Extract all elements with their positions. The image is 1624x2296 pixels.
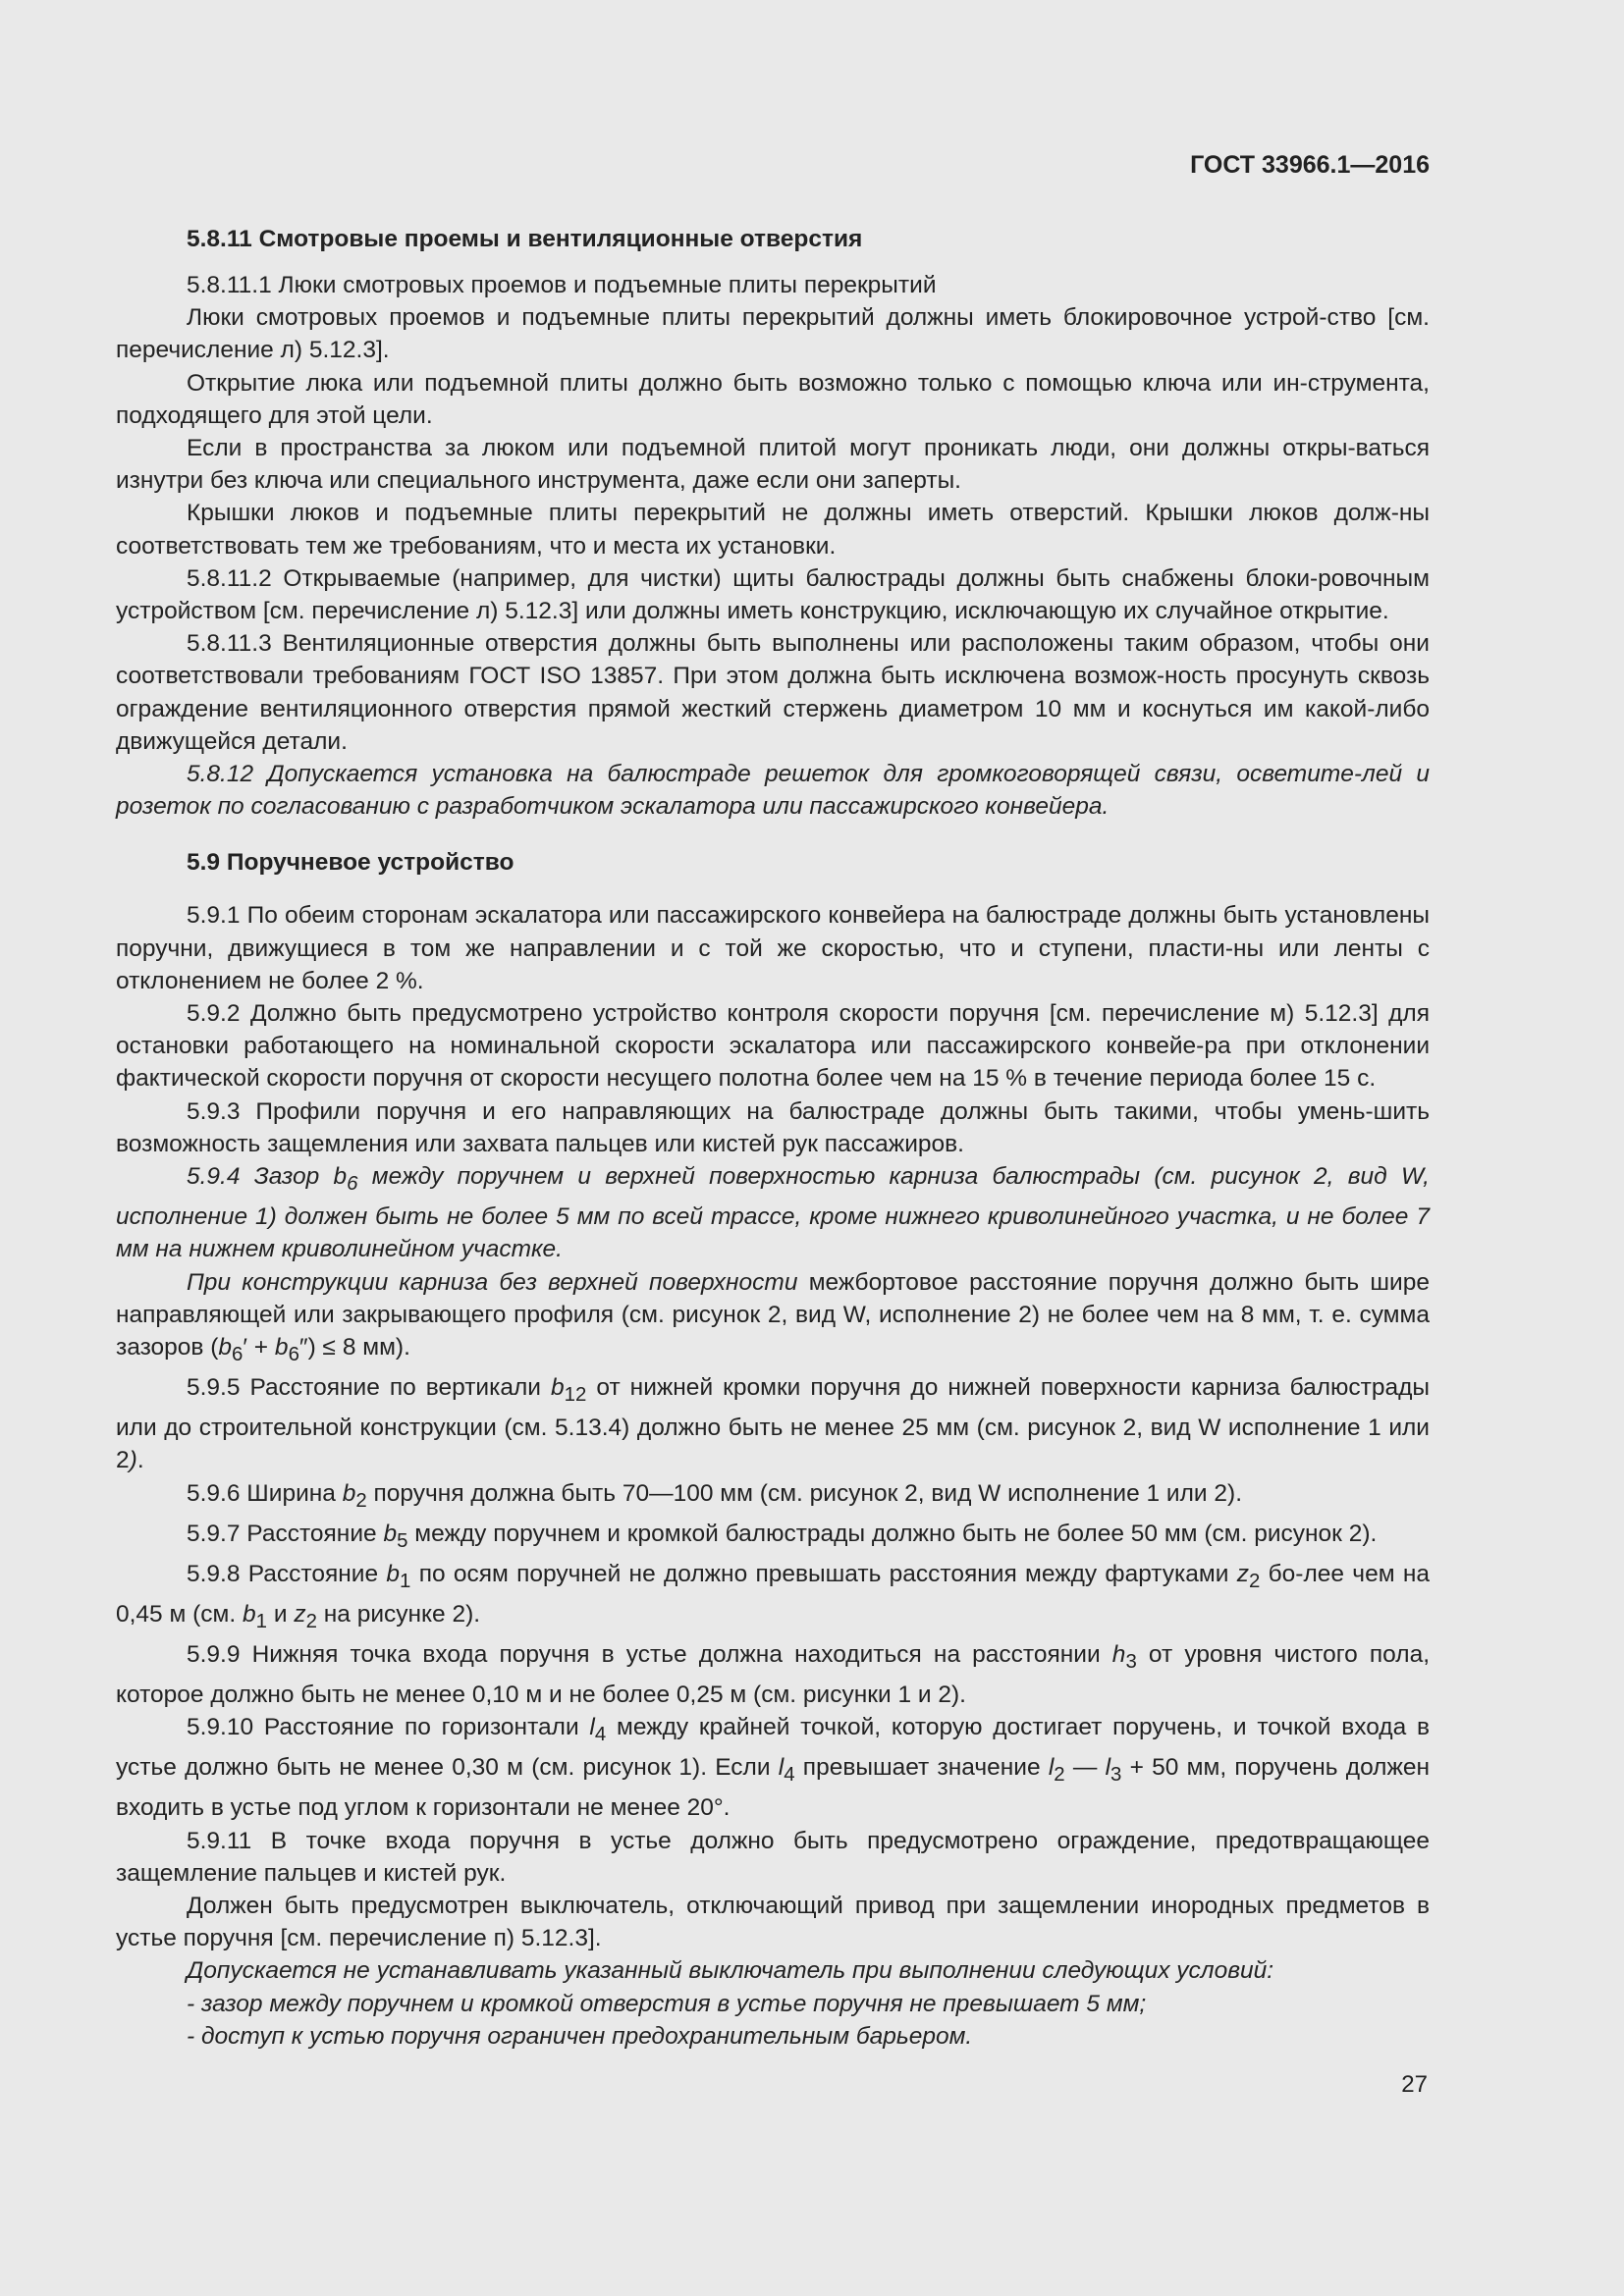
paragraph-5-9-10 bbox=[116, 1711, 1430, 1824]
text-run: от нижней кромки поручня до нижней поверхности карниза балюстрады или до строительной конструкции (см. 5.13.4) должно быть не менее 25 мм (см. рисунок 2, вид W исполнение 1 или 2 bbox=[116, 1374, 1430, 1474]
math-var: b bbox=[551, 1374, 565, 1402]
section-heading-5-9: 5.9 Поручневое устройство bbox=[187, 849, 514, 877]
text-run: ′ + bbox=[243, 1333, 275, 1361]
math-var: l bbox=[1048, 1754, 1055, 1782]
math-var: b bbox=[383, 1520, 398, 1547]
text-run: по осям поручней не должно превышать расстояния между фартуками bbox=[410, 1560, 1237, 1587]
text-run: 5.9.6 Ширина bbox=[187, 1479, 343, 1507]
math-var: z bbox=[1236, 1560, 1249, 1587]
paragraph-5-9-1: 5.9.1 По обеим сторонам эскалатора или пассажирского конвейера на балюстраде должны быть установлены поручни, движущиеся в том же направлении и с той же скоростью, что и ступени, пласти-ны или ленты с отклонением не более 2 %. bbox=[116, 902, 1430, 994]
document-header: ГОСТ 33966.1—2016 bbox=[1190, 151, 1430, 179]
math-var: l bbox=[1105, 1754, 1111, 1782]
math-sub: 3 bbox=[1110, 1764, 1122, 1787]
text-run: — bbox=[1064, 1754, 1106, 1782]
math-var: b bbox=[274, 1333, 289, 1361]
paragraph-5-9-7 bbox=[116, 1518, 1430, 1558]
math-sub: 3 bbox=[1125, 1650, 1137, 1673]
text-run: превышает значение bbox=[794, 1754, 1049, 1782]
math-sub: 4 bbox=[784, 1764, 795, 1787]
paragraph-5-9-4 bbox=[116, 1160, 1430, 1266]
section-heading-5-8-11: 5.8.11 Смотровые проемы и вентиляционные отверстия bbox=[187, 226, 863, 252]
math-sub: 2 bbox=[1054, 1764, 1065, 1787]
text-run: 5.9.7 Расстояние bbox=[187, 1520, 384, 1547]
math-var: b bbox=[218, 1333, 233, 1361]
math-sub: 6 bbox=[347, 1172, 358, 1195]
text-run: межбортовое расстояние поручня должно быть шире направляющей или закрывающего профиля (см. рисунок 2, вид W, исполнение 2) не более чем на 8 мм, т. е. сумма зазоров ( bbox=[116, 1268, 1430, 1361]
paragraph-5-9-11-b: Должен быть предусмотрен выключатель, отключающий привод при защемлении инородных предметов в устье поручня [см. перечисление п) 5.12.3]. bbox=[116, 1893, 1430, 1952]
math-var: l bbox=[778, 1754, 785, 1782]
paragraph-5-9-6 bbox=[116, 1477, 1430, 1518]
paragraph-5-9-4-b bbox=[116, 1266, 1430, 1372]
math-var: l bbox=[589, 1714, 595, 1741]
text-run: 5.9.10 Расстояние по горизонтали bbox=[187, 1714, 590, 1741]
math-sub: 2 bbox=[1249, 1570, 1261, 1592]
paragraph: Люки смотровых проемов и подъемные плиты перекрытий должны иметь блокировочное устрой-ство [см. перечисление л) 5.12.3]. bbox=[116, 304, 1430, 364]
math-var: b bbox=[386, 1560, 401, 1587]
list-item: - зазор между поручнем и кромкой отверстия в устье поручня не превышает 5 мм; bbox=[187, 1990, 1147, 2017]
paragraph-5-9-9 bbox=[116, 1638, 1430, 1711]
text-run: поручня должна быть 70—100 мм (см. рисунок 2, вид W исполнение 1 или 2). bbox=[366, 1479, 1243, 1507]
math-var: b bbox=[333, 1163, 348, 1191]
paragraph-5-9-11: 5.9.11 В точке входа поручня в устье должно быть предусмотрено ограждение, предотвращающее защемление пальцев и кистей рук. bbox=[116, 1827, 1430, 1887]
page-number: 27 bbox=[1401, 2071, 1428, 2098]
math-sub: 2 bbox=[305, 1610, 317, 1632]
list-item: - доступ к устью поручня ограничен предохранительным барьером. bbox=[187, 2022, 973, 2050]
paragraph: 5.8.11.2 Открываемые (например, для чистки) щиты балюстрады должны быть снабжены блоки-ровочным устройством [см. перечисление л) 5.12.3] или должны иметь конструкцию, исключающую их случайное открытие. bbox=[116, 564, 1430, 625]
math-sub: 6 bbox=[288, 1343, 299, 1365]
text-run: 5.9.5 Расстояние по вертикали bbox=[187, 1374, 551, 1402]
paragraph-5-9-2: 5.9.2 Должно быть предусмотрено устройство контроля скорости поручня [см. перечисление м) 5.12.3] для остановки работающего на номинальной скорости эскалатора или пассажирского конвейе-ра при отклонении фактической скорости поручня от скорости несущего полотна более чем на 15 % в течение периода более 15 с. bbox=[116, 1000, 1430, 1093]
math-sub: 6 bbox=[232, 1343, 244, 1365]
paragraph: 5.8.11.1 Люки смотровых проемов и подъемные плиты перекрытий bbox=[187, 272, 937, 298]
text-run-italic: ) bbox=[129, 1447, 137, 1474]
text-run: и bbox=[267, 1600, 295, 1628]
math-sub: 1 bbox=[400, 1570, 411, 1592]
math-sub: 5 bbox=[397, 1529, 408, 1552]
text-run: на рисунке 2). bbox=[316, 1600, 481, 1628]
text-run: между крайней точкой, которую достигает поручень, и точкой входа в устье должно быть не менее 0,30 м (см. рисунок 1). Если bbox=[116, 1714, 1430, 1782]
paragraph-5-8-12: 5.8.12 Допускается установка на балюстраде решеток для громкоговорящей связи, осветите-лей и розеток по согласованию с разработчиком эскалатора или пассажирского конвейера. bbox=[116, 761, 1430, 821]
math-var: h bbox=[1111, 1640, 1126, 1668]
text-run-italic: При конструкции карниза без верхней поверхности bbox=[187, 1268, 798, 1296]
text-run: 5.9.8 Расстояние bbox=[187, 1560, 387, 1587]
paragraph-5-9-11-c: Допускается не устанавливать указанный выключатель при выполнении следующих условий: bbox=[187, 1957, 1274, 1985]
text-run: от уровня чистого пола, которое должно быть не менее 0,10 м и не более 0,25 м (см. рисунки 1 и 2). bbox=[116, 1640, 1430, 1709]
text-run: ″) ≤ 8 мм). bbox=[298, 1333, 410, 1361]
text-run: между поручнем и кромкой балюстрады должно быть не более 50 мм (см. рисунок 2). bbox=[407, 1520, 1378, 1547]
math-sub: 1 bbox=[255, 1610, 268, 1632]
paragraph-5-9-5 bbox=[116, 1371, 1430, 1477]
text-run: 5.9.9 Нижняя точка входа поручня в устье должна находиться на расстоянии bbox=[187, 1640, 1112, 1668]
paragraph: Крышки люков и подъемные плиты перекрытий не должны иметь отверстий. Крышки люков долж-ны соответствовать тем же требованиям, что и места их установки. bbox=[116, 500, 1430, 560]
paragraph: Открытие люка или подъемной плиты должно быть возможно только с помощью ключа или ин-струмента, подходящего для этой цели. bbox=[116, 369, 1430, 429]
paragraph: 5.8.11.3 Вентиляционные отверстия должны быть выполнены или расположены таким образом, чтобы они соответствовали требованиям ГОСТ ISO 13857. При этом должна быть исключена возмож-ность просунуть сквозь ограждение вентиляционного отверстия прямой жесткий стержень диаметром 10 мм и коснуться им какой-либо движущейся детали. bbox=[116, 630, 1430, 755]
text-run: 5.9.4 Зазор bbox=[187, 1163, 334, 1191]
math-sub: 2 bbox=[355, 1489, 367, 1512]
document-body bbox=[116, 220, 1430, 2053]
paragraph: Если в пространства за люком или подъемной плитой могут проникать люди, они должны откры-ваться изнутри без ключа или специального инструмента, даже если они заперты. bbox=[116, 435, 1430, 495]
text-run: между поручнем и верхней поверхностью карниза балюстрады (см. рисунок 2, вид W, исполнение 1) должен быть не более 5 мм по всей трассе, кроме нижнего криволинейного участка, и не более 7 мм на нижнем криволинейном участке. bbox=[116, 1163, 1430, 1263]
math-var: z bbox=[294, 1600, 306, 1628]
math-sub: 4 bbox=[594, 1724, 607, 1746]
paragraph-5-9-3: 5.9.3 Профили поручня и его направляющих на балюстраде должны быть такими, чтобы умень-шить возможность защемления или захвата пальцев или кистей рук пассажиров. bbox=[116, 1097, 1430, 1157]
paragraph-5-9-8 bbox=[116, 1558, 1430, 1638]
math-var: b bbox=[243, 1600, 256, 1628]
math-var: b bbox=[342, 1479, 356, 1507]
text-run: . bbox=[136, 1447, 144, 1474]
math-sub: 12 bbox=[564, 1383, 587, 1406]
text-run: + 50 мм, поручень должен входить в устье под углом к горизонтали не менее 20°. bbox=[116, 1754, 1430, 1822]
text-run: бо-лее чем на 0,45 м (см. bbox=[116, 1560, 1430, 1628]
